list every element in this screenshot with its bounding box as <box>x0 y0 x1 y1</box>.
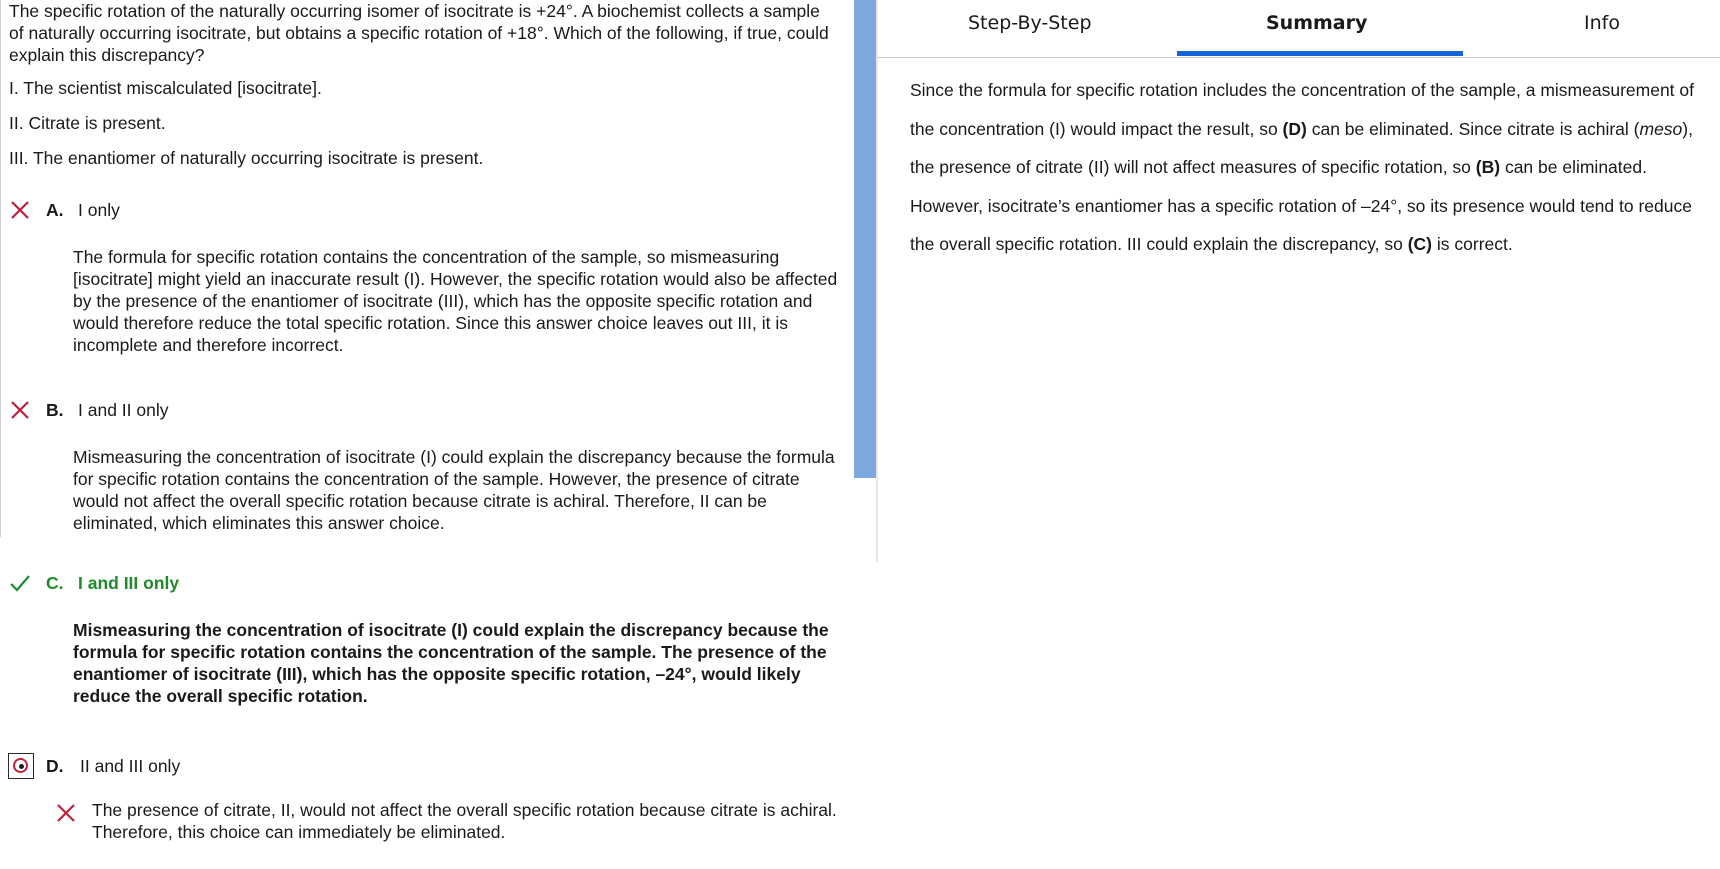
choice-letter: A. <box>46 200 64 220</box>
summary-part: ), the presence of citrate (II) will not affect measures of specific rotation, so <box>910 118 1693 177</box>
tab-bar <box>878 0 1720 58</box>
choice-letter: D. <box>46 756 64 776</box>
tab-step-by-step[interactable]: Step-By-Step <box>968 12 1092 34</box>
choice-c-explanation: Mismeasuring the concentration of isocitrate (I) could explain the discrepancy because the formula for specific rotation contains the concentration of the sample. The presence of the enantiomer of isocitrate (III), which has the opposite specific rotation, –24°, would likely reduce the overall specific rotation. <box>73 620 829 706</box>
x-icon <box>55 802 77 824</box>
summary-part: can be eliminated. However, isocitrate’s enantiomer has a specific rotation of –24°, so its presence would tend to reduce the overall specific rotation. III could explain the discrepancy, so <box>910 157 1692 254</box>
choice-d[interactable] <box>0 753 850 781</box>
choice-a-explanation: The formula for specific rotation contains the concentration of the sample, so mismeasuring [isocitrate] might yield an inaccurate result (I). However, the specific rotation would also be affected by the presence of the enantiomer of isocitrate (III), which has the opposite specific rotation and would therefore reduce the total specific rotation. Since this answer choice leaves out III, it is incomplete and therefore incorrect. <box>73 247 838 355</box>
summary-part: is correct. <box>1432 234 1513 254</box>
question-pane <box>0 0 852 869</box>
choice-d-explanation: The presence of citrate, II, would not affect the overall specific rotation because citrate is achiral. Therefore, this choice can immediately be eliminated. <box>92 800 837 842</box>
tab-summary[interactable]: Summary <box>1266 12 1368 34</box>
choice-c[interactable] <box>0 570 850 598</box>
choice-text: I and II only <box>78 400 169 420</box>
radio-dot <box>19 764 24 769</box>
choice-a[interactable] <box>0 197 850 225</box>
x-icon <box>9 199 31 221</box>
summary-text <box>910 71 1710 264</box>
pane-border <box>0 0 1 537</box>
summary-answer-ref: (C) <box>1407 234 1433 254</box>
radio-selected-icon[interactable] <box>8 753 34 779</box>
summary-answer-ref: (D) <box>1282 118 1307 139</box>
summary-answer-ref: (B) <box>1475 157 1501 177</box>
choice-b[interactable] <box>0 397 850 425</box>
scrollbar-thumb[interactable] <box>854 0 876 478</box>
summary-part: can be eliminated. Since citrate is achiral ( <box>1306 118 1640 139</box>
question-stem: The specific rotation of the naturally occurring isomer of isocitrate is +24°. A biochemist collects a sample of naturally occurring isocitrate, but obtains a specific rotation of +18°. Which of the following, if true, could explain this discrepancy? <box>9 1 829 65</box>
choice-letter: B. <box>46 400 64 420</box>
x-icon <box>9 399 31 421</box>
choice-text: I and III only <box>78 573 180 593</box>
active-tab-indicator <box>1177 51 1463 56</box>
explanation-pane <box>878 0 1720 562</box>
tab-info[interactable]: Info <box>1584 12 1620 34</box>
choice-text: II and III only <box>80 756 181 776</box>
summary-part: Since the formula for specific rotation includes the concentration of the sample, a mismeasurement of the concentration (I) would impact the result, so <box>910 80 1695 139</box>
statement-3: III. The enantiomer of naturally occurring isocitrate is present. <box>9 148 484 168</box>
statement-1: I. The scientist miscalculated [isocitrate]. <box>9 78 322 98</box>
statement-2: II. Citrate is present. <box>9 113 166 133</box>
checkmark-icon <box>9 572 31 594</box>
choice-text: I only <box>78 200 120 220</box>
radio-ring <box>13 758 28 773</box>
choice-b-explanation: Mismeasuring the concentration of isocitrate (I) could explain the discrepancy because the formula for specific rotation contains the concentration of the sample. However, the presence of citrate would not affect the overall specific rotation because citrate is achiral. Therefore, II can be eliminated, which eliminates this answer choice. <box>73 447 835 533</box>
choice-letter: C. <box>46 573 64 593</box>
summary-term: meso <box>1639 118 1683 139</box>
